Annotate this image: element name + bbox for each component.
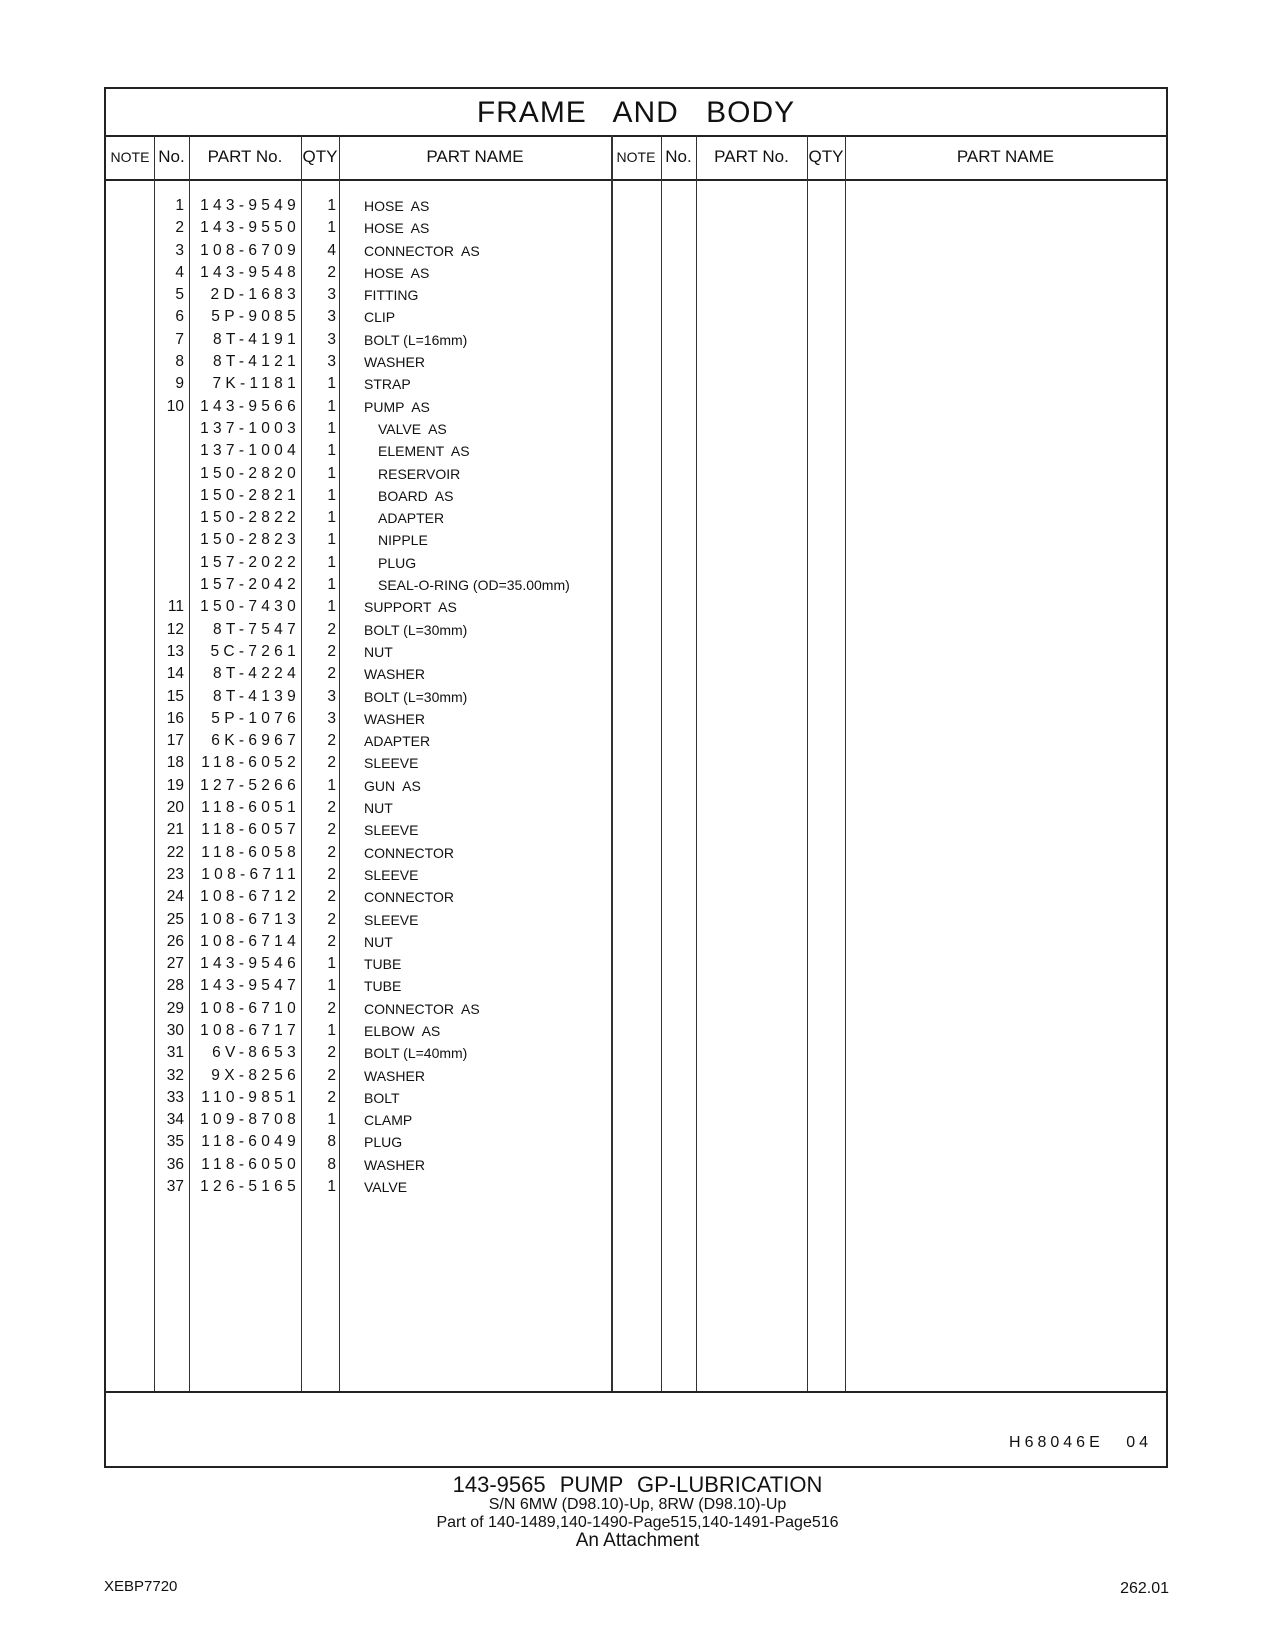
row-number: 29: [166, 999, 184, 1017]
table-row: [106, 1042, 626, 1064]
table-row: [106, 730, 626, 752]
row-part-number: 118-6050: [201, 1155, 300, 1173]
row-part-name: CONNECTOR AS: [364, 1000, 480, 1017]
row-number: 26: [166, 932, 184, 950]
row-part-name: BOLT (L=16mm): [364, 331, 468, 348]
row-part-number: 150-2821: [200, 486, 300, 504]
table-row: [106, 931, 626, 953]
table-row: [106, 686, 626, 708]
row-number: 25: [166, 910, 184, 928]
row-part-number: 108-6712: [200, 888, 300, 906]
row-part-name: ADAPTER: [378, 510, 445, 527]
row-quantity: 1: [327, 1178, 336, 1196]
row-part-number: 108-6713: [200, 910, 300, 928]
row-number: 4: [175, 263, 184, 281]
row-quantity: 2: [327, 932, 336, 950]
row-quantity: 1: [327, 977, 336, 995]
row-number: 13: [166, 642, 184, 660]
parts-table-frame: [104, 87, 1168, 1468]
row-number: 36: [166, 1155, 184, 1173]
document-code: XEBP7720: [104, 1578, 178, 1595]
row-number: 24: [166, 888, 184, 906]
row-part-number: 8T-7547: [213, 620, 300, 638]
row-part-name: NUT: [364, 643, 393, 660]
row-part-name: ADAPTER: [364, 733, 431, 750]
table-row: [106, 418, 626, 440]
row-part-name: BOLT (L=40mm): [364, 1045, 468, 1062]
row-quantity: 2: [327, 821, 336, 839]
header-qty-right: QTY: [808, 147, 844, 166]
row-number: 21: [166, 821, 184, 839]
row-number: 14: [166, 665, 184, 683]
row-quantity: 1: [327, 1021, 336, 1039]
row-number: 34: [166, 1111, 184, 1129]
header-note-left: NOTE: [110, 149, 150, 165]
row-part-number: 143-9566: [200, 397, 300, 415]
table-row: [106, 463, 626, 485]
row-number: 22: [166, 843, 184, 861]
row-part-name: ELBOW AS: [364, 1022, 441, 1039]
row-number: 8: [175, 353, 184, 371]
row-number: 2: [175, 219, 184, 237]
row-part-name: SLEEVE: [364, 822, 419, 839]
table-row: [106, 195, 626, 217]
row-quantity: 1: [327, 531, 336, 549]
row-part-number: 143-9547: [200, 977, 300, 995]
row-part-number: 5P-1076: [211, 709, 300, 727]
row-part-number: 9X-8256: [211, 1066, 300, 1084]
table-footer-divider: [106, 1391, 1166, 1393]
row-part-name: WASHER: [364, 1156, 425, 1173]
table-row: [106, 485, 626, 507]
table-row: [106, 663, 626, 685]
row-number: 11: [167, 598, 184, 616]
row-quantity: 4: [327, 241, 336, 259]
header-qty-left: QTY: [302, 147, 338, 166]
row-quantity: 1: [327, 197, 336, 214]
row-part-number: 110-9851: [201, 1088, 300, 1106]
table-row: [106, 975, 626, 997]
row-quantity: 3: [327, 687, 336, 705]
row-part-name: WASHER: [364, 710, 425, 727]
table-row: [106, 1176, 626, 1198]
row-part-name: PLUG: [364, 1134, 403, 1151]
row-part-number: 108-6714: [200, 932, 300, 950]
row-quantity: 3: [327, 286, 336, 304]
row-part-number: 137-1004: [200, 442, 300, 460]
row-part-number: 108-6717: [200, 1021, 300, 1039]
row-number: 37: [166, 1178, 184, 1196]
row-part-name: SLEEVE: [364, 911, 419, 928]
table-row: [106, 864, 626, 886]
row-part-number: 8T-4121: [213, 353, 300, 371]
table-row: [106, 886, 626, 908]
row-part-name: GUN AS: [364, 777, 421, 794]
row-quantity: 1: [327, 442, 336, 460]
row-quantity: 1: [327, 509, 336, 527]
row-number: 18: [166, 754, 184, 772]
row-part-name: CONNECTOR: [364, 889, 454, 906]
row-part-name: NIPPLE: [378, 532, 428, 549]
table-row: [106, 284, 626, 306]
row-quantity: 1: [327, 955, 336, 973]
row-quantity: 2: [327, 865, 336, 883]
table-row: [106, 596, 626, 618]
row-part-name: WASHER: [364, 354, 425, 371]
table-row: [106, 507, 626, 529]
row-part-number: 150-7430: [200, 598, 300, 616]
table-row: [106, 953, 626, 975]
row-part-number: 150-2822: [200, 509, 300, 527]
header-part-no-left: PART No.: [207, 147, 283, 166]
row-number: 23: [166, 865, 184, 883]
row-part-name: RESERVOIR: [378, 465, 461, 482]
parts-list: [106, 195, 626, 1198]
row-quantity: 1: [327, 464, 336, 482]
row-part-name: PLUG: [378, 554, 417, 571]
row-quantity: 2: [327, 263, 336, 281]
row-quantity: 3: [327, 330, 336, 348]
table-row: [106, 775, 626, 797]
header-no-left: No.: [158, 147, 185, 166]
row-part-number: 118-6051: [201, 799, 300, 817]
table-row: [106, 552, 626, 574]
table-row: [106, 797, 626, 819]
row-part-name: HOSE AS: [364, 264, 430, 281]
row-number: 6: [175, 308, 184, 326]
row-part-number: 2D-1683: [210, 286, 300, 304]
row-quantity: 1: [327, 397, 336, 415]
row-number: 27: [166, 955, 184, 973]
row-part-name: HOSE AS: [364, 220, 430, 237]
table-row: [106, 1131, 626, 1153]
row-part-number: 127-5266: [200, 776, 300, 794]
row-quantity: 2: [327, 843, 336, 861]
row-part-name: FITTING: [364, 287, 419, 304]
document-reference: H68046E 04: [1009, 1434, 1152, 1451]
row-part-name: BOARD AS: [378, 487, 454, 504]
table-row: [106, 306, 626, 328]
header-no-right: No.: [665, 147, 692, 166]
row-part-number: 157-2042: [200, 576, 300, 594]
table-row: [106, 1154, 626, 1176]
table-row: [106, 619, 626, 641]
row-number: 12: [166, 620, 184, 638]
row-part-number: 6V-8653: [212, 1044, 300, 1062]
row-part-number: 143-9546: [200, 955, 300, 973]
row-part-number: 5P-9085: [211, 308, 300, 326]
table-row: [106, 262, 626, 284]
page-number: 262.01: [1120, 1580, 1169, 1597]
row-part-number: 118-6058: [201, 843, 300, 861]
row-part-name: TUBE: [364, 978, 402, 995]
table-row: [106, 1087, 626, 1109]
row-part-number: 5C-7261: [210, 642, 300, 660]
row-quantity: 3: [327, 308, 336, 326]
row-part-number: 118-6057: [201, 821, 300, 839]
row-part-name: WASHER: [364, 666, 425, 683]
caption-part-of: Part of 140-1489,140-1490-Page515,140-1491-Page516: [436, 1514, 839, 1531]
caption-serial: S/N 6MW (D98.10)-Up, 8RW (D98.10)-Up: [488, 1496, 787, 1513]
row-number: 1: [175, 197, 184, 214]
row-part-number: 8T-4139: [213, 687, 300, 705]
row-part-name: HOSE AS: [364, 198, 430, 214]
row-quantity: 2: [327, 754, 336, 772]
row-number: 16: [166, 709, 184, 727]
row-part-name: TUBE: [364, 956, 402, 973]
row-part-number: 150-2823: [200, 531, 300, 549]
header-part-name-left: PART NAME: [426, 147, 524, 166]
table-row: [106, 752, 626, 774]
row-part-name: BOLT (L=30mm): [364, 621, 468, 638]
row-number: 3: [175, 241, 184, 259]
row-part-name: STRAP: [364, 376, 411, 393]
row-number: 19: [166, 776, 184, 794]
table-row: [106, 440, 626, 462]
row-number: 5: [175, 286, 184, 304]
table-row: [106, 998, 626, 1020]
table-row: [106, 819, 626, 841]
row-part-number: 118-6049: [201, 1133, 300, 1151]
row-part-name: VALVE: [364, 1179, 408, 1196]
table-row: [106, 351, 626, 373]
table-row: [106, 1109, 626, 1131]
row-quantity: 3: [327, 353, 336, 371]
row-quantity: 2: [327, 888, 336, 906]
row-quantity: 2: [327, 1066, 336, 1084]
row-quantity: 3: [327, 709, 336, 727]
row-part-number: 108-6710: [200, 999, 300, 1017]
row-quantity: 1: [327, 486, 336, 504]
section-title: FRAME AND BODY: [106, 89, 1166, 137]
table-row: [106, 217, 626, 239]
row-number: 15: [166, 687, 184, 705]
caption-attachment: An Attachment: [575, 1530, 700, 1551]
row-part-number: 150-2820: [200, 464, 300, 482]
row-part-name: BOLT (L=30mm): [364, 688, 468, 705]
table-row: [106, 1020, 626, 1042]
column-divider: [807, 135, 808, 1391]
row-part-name: BOLT: [364, 1089, 400, 1106]
table-header: [106, 135, 1166, 181]
row-quantity: 8: [327, 1155, 336, 1173]
table-row: [106, 373, 626, 395]
table-row: [106, 574, 626, 596]
header-part-no-right: PART No.: [714, 147, 789, 166]
row-quantity: 2: [327, 665, 336, 683]
row-part-name: CONNECTOR AS: [364, 242, 480, 259]
row-number: 7: [175, 330, 184, 348]
row-quantity: 2: [327, 620, 336, 638]
header-note-right: NOTE: [616, 149, 656, 165]
row-part-name: SUPPORT AS: [364, 599, 457, 616]
row-part-name: CLAMP: [364, 1112, 413, 1129]
column-divider: [845, 135, 846, 1391]
row-quantity: 8: [327, 1133, 336, 1151]
row-part-number: 126-5165: [200, 1178, 300, 1196]
row-quantity: 1: [327, 375, 336, 393]
header-part-name-right: PART NAME: [956, 147, 1055, 166]
row-part-number: 157-2022: [200, 553, 300, 571]
table-row: [106, 708, 626, 730]
row-number: 28: [166, 977, 184, 995]
row-number: 35: [166, 1133, 184, 1151]
row-quantity: 1: [327, 776, 336, 794]
caption-title: 143-9565 PUMP GP-LUBRICATION: [452, 1472, 823, 1497]
row-quantity: 2: [327, 910, 336, 928]
row-part-name: WASHER: [364, 1067, 425, 1084]
row-quantity: 1: [327, 419, 336, 437]
row-part-name: SLEEVE: [364, 866, 419, 883]
column-divider: [661, 135, 662, 1391]
table-row: [106, 240, 626, 262]
row-part-number: 137-1003: [200, 419, 300, 437]
row-number: 33: [166, 1088, 184, 1106]
row-part-name: NUT: [364, 933, 393, 950]
table-row: [106, 529, 626, 551]
row-quantity: 1: [327, 576, 336, 594]
row-number: 10: [166, 397, 184, 415]
row-part-name: CLIP: [364, 309, 396, 326]
row-part-name: CONNECTOR: [364, 844, 454, 861]
row-part-number: 143-9549: [200, 197, 300, 214]
row-part-number: 8T-4191: [213, 330, 300, 348]
row-part-number: 108-6709: [200, 241, 300, 259]
row-number: 9: [175, 375, 184, 393]
row-part-number: 6K-6967: [211, 732, 300, 750]
row-part-number: 109-8708: [200, 1111, 300, 1129]
table-row: [106, 329, 626, 351]
row-quantity: 1: [327, 1111, 336, 1129]
row-quantity: 1: [327, 598, 336, 616]
row-number: 17: [166, 732, 184, 750]
row-part-name: NUT: [364, 800, 393, 817]
row-quantity: 1: [327, 553, 336, 571]
row-quantity: 2: [327, 799, 336, 817]
column-divider: [696, 135, 697, 1391]
row-quantity: 2: [327, 642, 336, 660]
table-row: [106, 641, 626, 663]
table-row: [106, 909, 626, 931]
table-row: [106, 842, 626, 864]
row-number: 32: [166, 1066, 184, 1084]
row-quantity: 2: [327, 1044, 336, 1062]
row-part-number: 118-6052: [201, 754, 300, 772]
row-part-number: 143-9550: [200, 219, 300, 237]
row-number: 31: [166, 1044, 184, 1062]
row-part-name: SLEEVE: [364, 755, 419, 772]
row-part-name: ELEMENT AS: [378, 443, 470, 460]
row-number: 20: [166, 799, 184, 817]
row-quantity: 2: [327, 732, 336, 750]
row-quantity: 2: [327, 1088, 336, 1106]
row-part-number: 8T-4224: [213, 665, 300, 683]
table-row: [106, 396, 626, 418]
row-number: 30: [166, 1021, 184, 1039]
row-quantity: 1: [327, 219, 336, 237]
row-part-name: PUMP AS: [364, 398, 430, 415]
table-row: [106, 1065, 626, 1087]
row-quantity: 2: [327, 999, 336, 1017]
row-part-number: 108-6711: [201, 865, 300, 883]
row-part-name: VALVE AS: [378, 420, 447, 437]
row-part-name: SEAL-O-RING (OD=35.00mm): [378, 577, 570, 594]
row-part-number: 7K-1181: [212, 375, 300, 393]
row-part-number: 143-9548: [200, 263, 300, 281]
